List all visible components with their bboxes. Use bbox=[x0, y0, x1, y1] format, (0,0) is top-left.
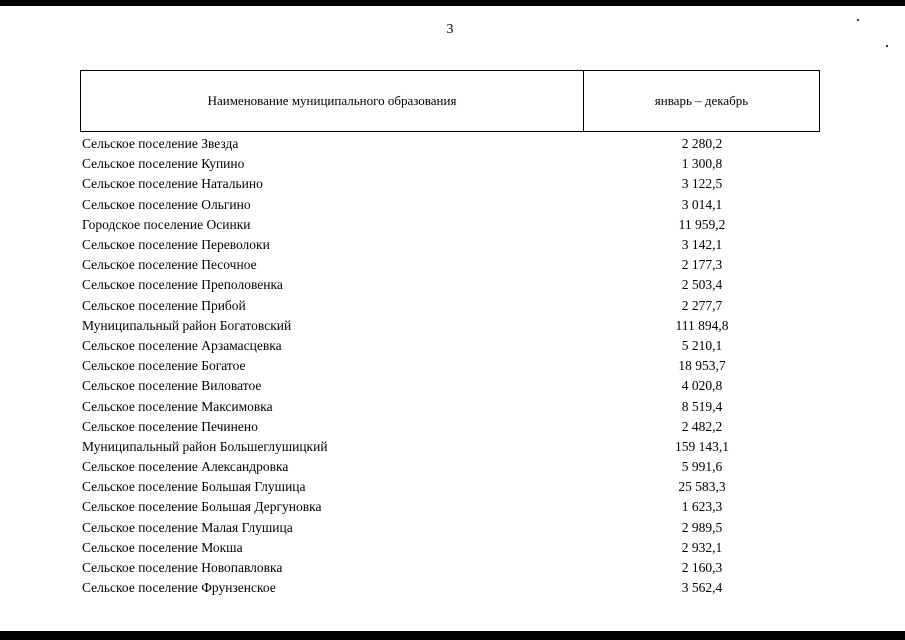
period-value: 5 991,6 bbox=[681, 459, 723, 475]
table-row bbox=[82, 235, 820, 255]
municipality-name: Сельское поселение Ольгино bbox=[82, 196, 251, 212]
table-row bbox=[82, 316, 820, 336]
period-value: 2 482,2 bbox=[681, 418, 723, 434]
period-value: 3 122,5 bbox=[681, 176, 723, 192]
table-row bbox=[82, 356, 820, 376]
table-row bbox=[82, 558, 820, 578]
table-row bbox=[82, 417, 820, 437]
period-value: 3 562,4 bbox=[681, 580, 723, 596]
period-value: 2 989,5 bbox=[681, 519, 723, 535]
column-header-name: Наименование муниципального образования bbox=[81, 71, 584, 131]
period-value: 25 583,3 bbox=[678, 479, 726, 495]
municipality-name: Сельское поселение Натальино bbox=[82, 176, 263, 192]
municipality-name: Муниципальный район Богатовский bbox=[82, 317, 292, 333]
table-row bbox=[82, 174, 820, 194]
table-row bbox=[82, 578, 820, 598]
period-value: 1 300,8 bbox=[681, 156, 723, 172]
table-row bbox=[82, 296, 820, 316]
municipality-name: Сельское поселение Переволоки bbox=[82, 237, 270, 253]
period-value: 1 623,3 bbox=[681, 499, 723, 515]
table-row bbox=[82, 154, 820, 174]
bottom-border bbox=[0, 631, 905, 640]
municipality-name: Сельское поселение Малая Глушица bbox=[82, 519, 293, 535]
municipality-name: Сельское поселение Новопавловка bbox=[82, 560, 283, 576]
period-value: 5 210,1 bbox=[681, 337, 723, 353]
municipality-name: Сельское поселение Богатое bbox=[82, 358, 246, 374]
municipality-name: Сельское поселение Купино bbox=[82, 156, 245, 172]
municipality-name: Сельское поселение Максимовка bbox=[82, 398, 273, 414]
table-row bbox=[82, 195, 820, 215]
period-value: 2 280,2 bbox=[681, 136, 723, 152]
column-header-period: январь – декабрь bbox=[654, 93, 749, 108]
table-body bbox=[82, 134, 820, 598]
municipality-name: Сельское поселение Виловатое bbox=[82, 378, 262, 394]
table-row bbox=[82, 275, 820, 295]
period-value: 8 519,4 bbox=[681, 398, 723, 414]
municipality-name: Сельское поселение Большая Глушица bbox=[82, 479, 306, 495]
municipality-name: Сельское поселение Звезда bbox=[82, 136, 239, 152]
period-value: 2 277,7 bbox=[681, 297, 723, 313]
municipality-name: Сельское поселение Александровка bbox=[82, 459, 289, 475]
municipality-name: Сельское поселение Прибой bbox=[82, 297, 246, 313]
period-value: 18 953,7 bbox=[678, 358, 726, 374]
period-value: 111 894,8 bbox=[675, 317, 729, 333]
period-value: 3 014,1 bbox=[681, 196, 723, 212]
municipality-name: Сельское поселение Преполовенка bbox=[82, 277, 283, 293]
period-value: 2 503,4 bbox=[681, 277, 723, 293]
municipality-name: Сельское поселение Печинено bbox=[82, 418, 258, 434]
table-row bbox=[82, 215, 820, 235]
table-row bbox=[82, 396, 820, 416]
table-header bbox=[80, 70, 820, 132]
table-row bbox=[82, 437, 820, 457]
municipality-name: Городское поселение Осинки bbox=[82, 216, 251, 232]
table-row bbox=[82, 336, 820, 356]
table-row bbox=[82, 538, 820, 558]
period-value: 2 160,3 bbox=[681, 560, 723, 576]
table-row bbox=[82, 457, 820, 477]
period-value: 3 142,1 bbox=[681, 237, 723, 253]
table-row bbox=[82, 134, 820, 154]
municipality-name: Сельское поселение Мокша bbox=[82, 539, 243, 555]
period-value: 11 959,2 bbox=[678, 216, 726, 232]
scan-speck bbox=[886, 45, 888, 47]
period-value: 4 020,8 bbox=[681, 378, 723, 394]
table-row bbox=[82, 518, 820, 538]
municipality-name: Сельское поселение Фрунзенское bbox=[82, 580, 276, 596]
table-row bbox=[82, 255, 820, 275]
municipality-name: Сельское поселение Большая Дергуновка bbox=[82, 499, 322, 515]
municipality-name: Муниципальный район Большеглушицкий bbox=[82, 438, 328, 454]
period-value: 2 177,3 bbox=[681, 257, 723, 273]
period-value: 2 932,1 bbox=[681, 539, 723, 555]
table-row bbox=[82, 376, 820, 396]
table-row bbox=[82, 497, 820, 517]
municipality-name: Сельское поселение Песочное bbox=[82, 257, 257, 273]
table-row bbox=[82, 477, 820, 497]
period-value: 159 143,1 bbox=[675, 438, 729, 454]
page-number: 3 bbox=[446, 22, 454, 37]
municipality-name: Сельское поселение Арзамасцевка bbox=[82, 337, 282, 353]
top-border bbox=[0, 0, 905, 6]
scan-speck bbox=[857, 19, 859, 21]
